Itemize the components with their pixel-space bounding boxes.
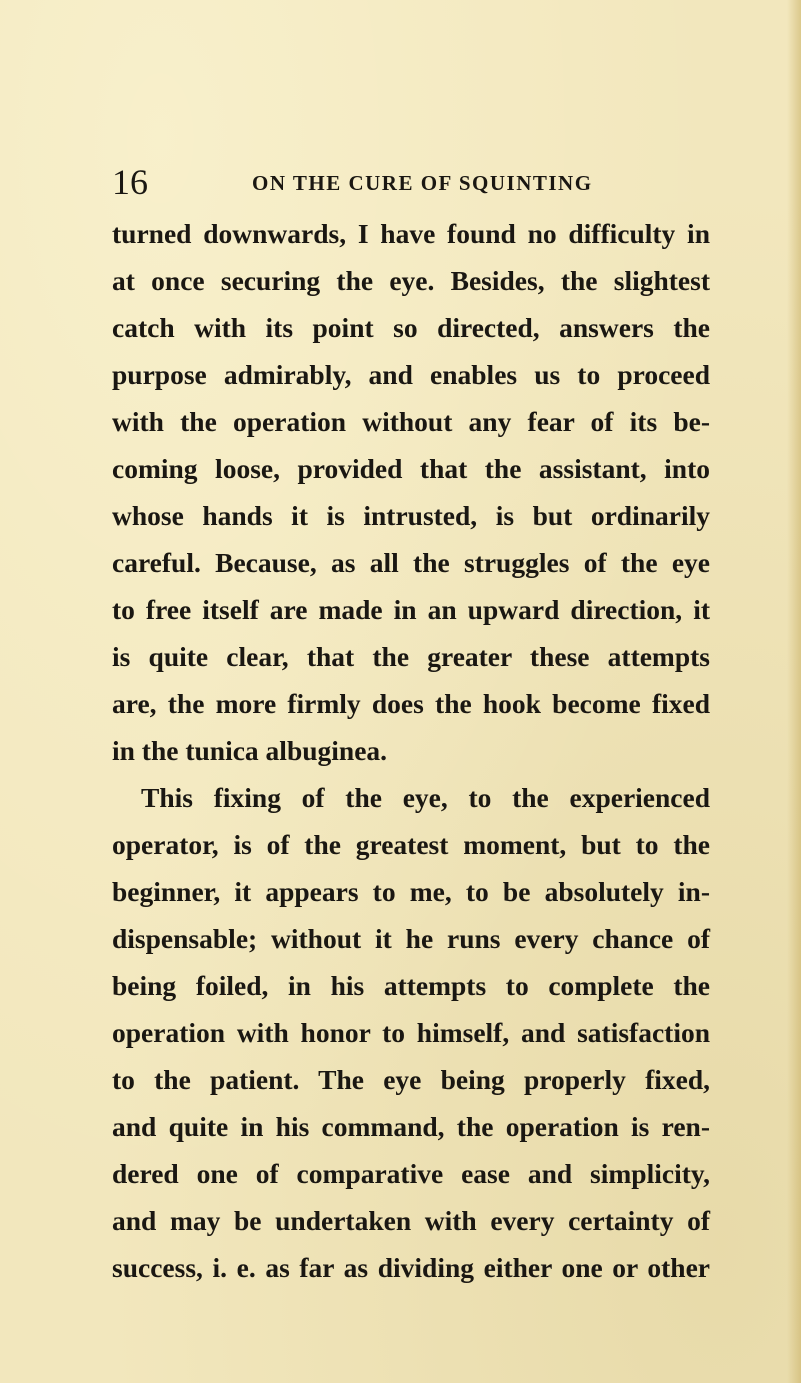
text-line: careful. Because, as all the struggles of the eye bbox=[112, 547, 710, 578]
text-line: whose hands it is intrusted, is but ordinarily bbox=[112, 500, 710, 531]
text-line: are, the more firmly does the hook become fixed bbox=[112, 688, 710, 719]
text-line: operation with honor to himself, and satisfaction bbox=[112, 1017, 710, 1048]
text-line: and quite in his command, the operation is ren- bbox=[112, 1111, 710, 1142]
text-line: beginner, it appears to me, to be absolutely in- bbox=[112, 876, 710, 907]
body-text bbox=[112, 210, 710, 1291]
running-title: ON THE CURE OF SQUINTING bbox=[252, 171, 593, 195]
text-line: at once securing the eye. Besides, the slightest bbox=[112, 265, 710, 296]
text-line: to the patient. The eye being properly fixed, bbox=[112, 1064, 710, 1095]
text-line: operator, is of the greatest moment, but to the bbox=[112, 829, 710, 860]
text-line: turned downwards, I have found no difficulty in bbox=[112, 218, 710, 249]
running-head bbox=[112, 160, 712, 204]
text-line: and may be undertaken with every certainty of bbox=[112, 1205, 710, 1236]
page-edge-shadow bbox=[787, 0, 801, 1383]
text-line: in the tunica albuginea. bbox=[112, 735, 388, 766]
text-line: to free itself are made in an upward direction, it bbox=[112, 594, 710, 625]
text-line: success, i. e. as far as dividing either one or other bbox=[112, 1252, 710, 1283]
text-line: coming loose, provided that the assistant, into bbox=[112, 453, 710, 484]
text-line: This fixing of the eye, to the experienced bbox=[141, 782, 710, 813]
text-line: is quite clear, that the greater these attempts bbox=[112, 641, 710, 672]
text-line: purpose admirably, and enables us to proceed bbox=[112, 359, 710, 390]
page-number: 16 bbox=[112, 162, 148, 202]
text-line: being foiled, in his attempts to complete the bbox=[112, 970, 710, 1001]
text-line: dispensable; without it he runs every chance of bbox=[112, 923, 710, 954]
text-line: dered one of comparative ease and simplicity, bbox=[112, 1158, 710, 1189]
text-line: with the operation without any fear of its be- bbox=[112, 406, 710, 437]
text-line: catch with its point so directed, answers the bbox=[112, 312, 710, 343]
